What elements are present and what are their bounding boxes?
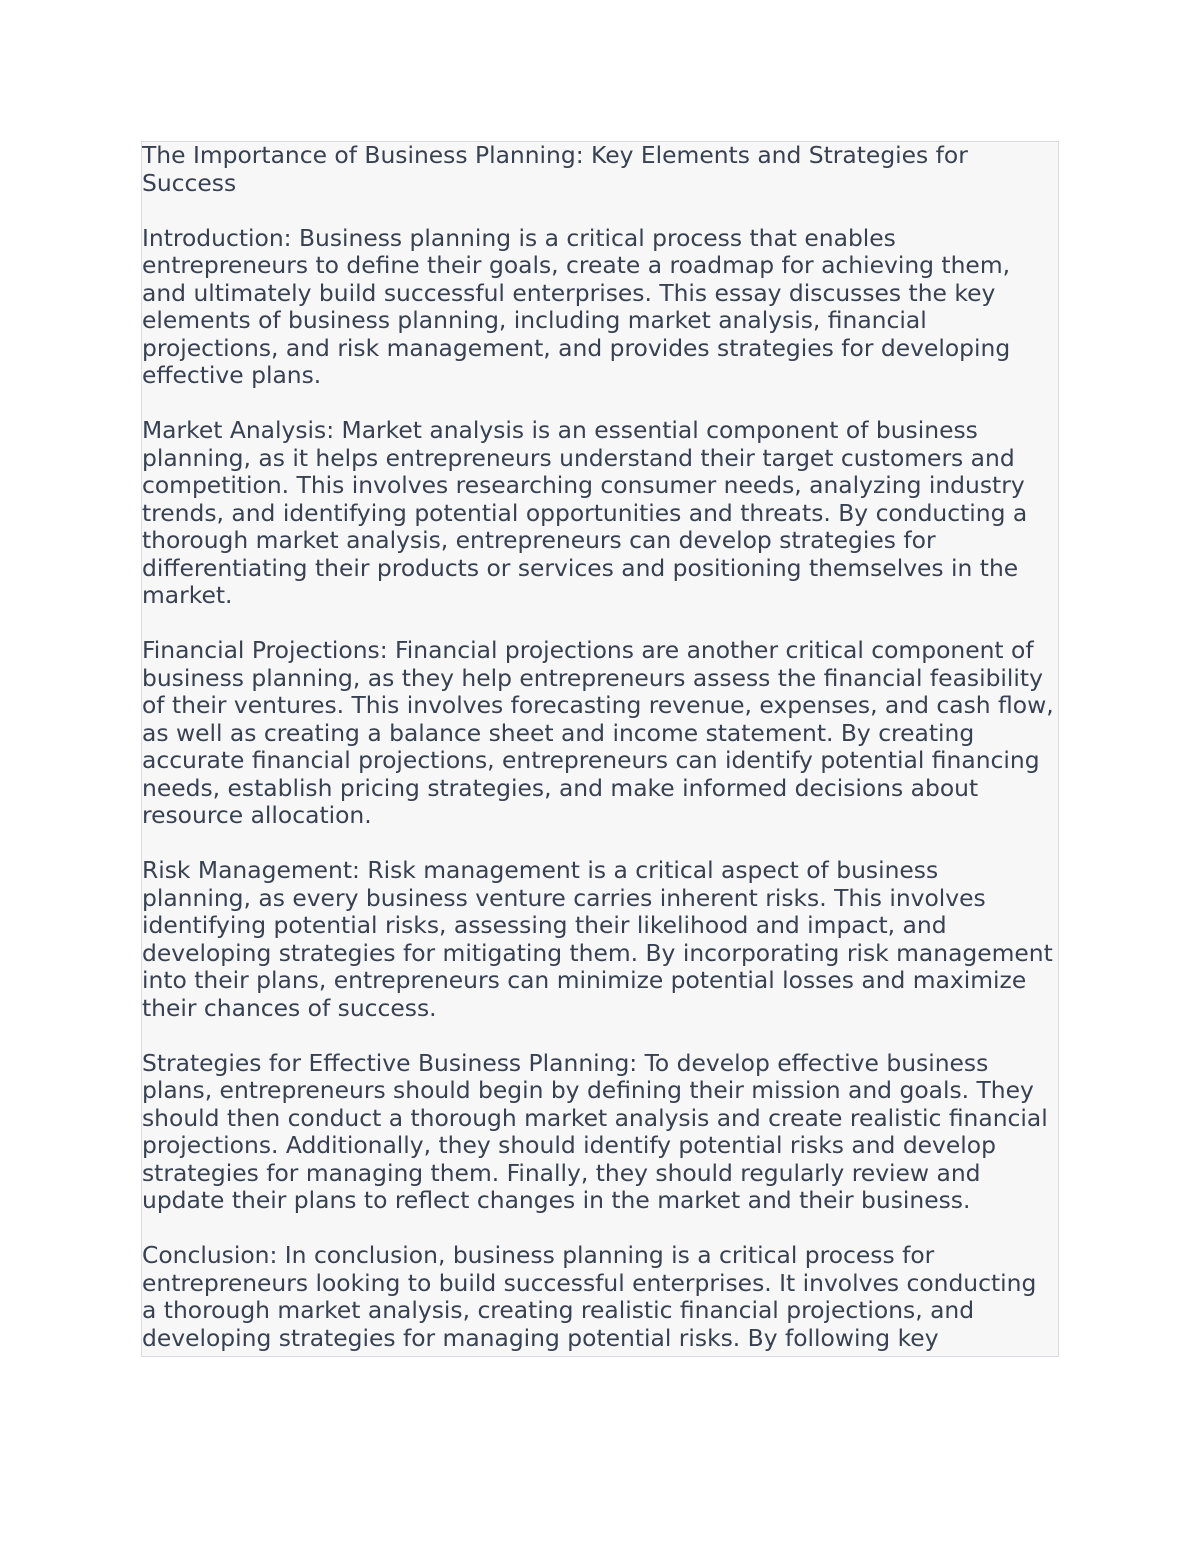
text-line: Market Analysis: Market analysis is an essential component of business bbox=[142, 416, 978, 444]
text-line: projections, and risk management, and provides strategies for developing bbox=[142, 333, 1011, 362]
text-line: resource allocation. bbox=[142, 801, 372, 829]
text-line: Financial Projections: Financial projections are another critical component of bbox=[142, 636, 1034, 664]
text-line: Introduction: Business planning is a critical process that enables bbox=[142, 223, 896, 252]
market-analysis-paragraph bbox=[142, 417, 1058, 610]
essay-text-box bbox=[141, 141, 1059, 1357]
text-line: business planning, as they help entrepreneurs assess the financial feasibility bbox=[142, 663, 1043, 692]
text-line: entrepreneurs to define their goals, create a roadmap for achieving them, bbox=[142, 251, 1011, 279]
text-line: The Importance of Business Planning: Key Elements and Strategies for bbox=[142, 141, 968, 169]
risk-management-paragraph bbox=[142, 857, 1058, 1022]
text-line: developing strategies for mitigating them. By incorporating risk management bbox=[142, 938, 1053, 967]
text-line: elements of business planning, including market analysis, financial bbox=[142, 306, 927, 334]
text-line: strategies for managing them. Finally, they should regularly review and bbox=[142, 1158, 981, 1187]
text-line: update their plans to reflect changes in the market and their business. bbox=[142, 1186, 971, 1214]
text-line: needs, establish pricing strategies, and make informed decisions about bbox=[142, 773, 979, 802]
text-line: as well as creating a balance sheet and income statement. By creating bbox=[142, 718, 975, 747]
text-line: their chances of success. bbox=[142, 993, 437, 1022]
conclusion-paragraph bbox=[142, 1242, 1058, 1352]
text-line: planning, as it helps entrepreneurs understand their target customers and bbox=[142, 443, 1015, 472]
text-line: effective plans. bbox=[142, 361, 322, 389]
text-line: differentiating their products or services and positioning themselves in the bbox=[142, 553, 1019, 582]
essay-title bbox=[142, 142, 1058, 197]
text-line: should then conduct a thorough market analysis and create realistic financial bbox=[142, 1103, 1048, 1132]
text-line: into their plans, entrepreneurs can minimize potential losses and maximize bbox=[142, 966, 1027, 994]
strategies-paragraph bbox=[142, 1050, 1058, 1215]
text-line: trends, and identifying potential opportunities and threats. By conducting a bbox=[142, 498, 1028, 527]
text-line: developing strategies for managing potential risks. By following key bbox=[142, 1323, 939, 1352]
text-line: Risk Management: Risk management is a critical aspect of business bbox=[142, 856, 939, 884]
text-line: Conclusion: In conclusion, business planning is a critical process for bbox=[142, 1241, 935, 1269]
text-line: planning, as every business venture carries inherent risks. This involves bbox=[142, 883, 986, 912]
financial-projections-paragraph bbox=[142, 637, 1058, 830]
text-line: Success bbox=[142, 168, 237, 197]
introduction-paragraph bbox=[142, 225, 1058, 390]
text-line: of their ventures. This involves forecasting revenue, expenses, and cash flow, bbox=[142, 691, 1054, 719]
text-line: projections. Additionally, they should identify potential risks and develop bbox=[142, 1131, 996, 1159]
text-line: entrepreneurs looking to build successful enterprises. It involves conducting bbox=[142, 1268, 1037, 1297]
essay-content bbox=[142, 142, 1058, 1352]
text-line: accurate financial projections, entrepreneurs can identify potential financing bbox=[142, 746, 1040, 774]
text-line: a thorough market analysis, creating realistic financial projections, and bbox=[142, 1296, 975, 1324]
text-line: thorough market analysis, entrepreneurs can develop strategies for bbox=[142, 526, 936, 554]
text-line: competition. This involves researching consumer needs, analyzing industry bbox=[142, 471, 1025, 499]
text-line: plans, entrepreneurs should begin by defining their mission and goals. They bbox=[142, 1076, 1034, 1104]
text-line: market. bbox=[142, 581, 233, 609]
text-line: and ultimately build successful enterprises. This essay discusses the key bbox=[142, 278, 996, 307]
text-line: Strategies for Effective Business Planning: To develop effective business bbox=[142, 1048, 989, 1077]
text-line: identifying potential risks, assessing their likelihood and impact, and bbox=[142, 911, 947, 939]
